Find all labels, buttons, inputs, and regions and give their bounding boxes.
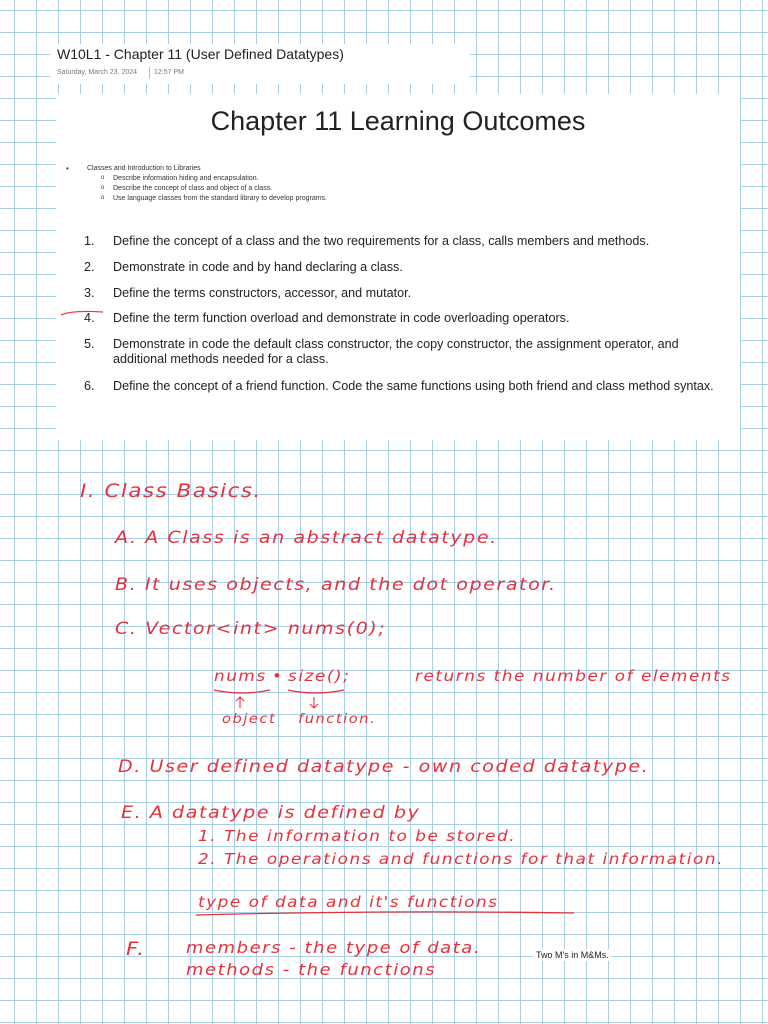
circle-bullet-icon: o xyxy=(101,185,105,191)
outcome-text: Demonstrate in code the default class constructor, the copy constructor, the assignment operator, and additional methods needed for a class. xyxy=(113,337,679,366)
outcome-number: 1. xyxy=(84,234,95,248)
outcome-number: 6. xyxy=(84,379,95,393)
subtopic-text: Describe information hiding and encapsulation. xyxy=(113,175,259,182)
hw-point-e: E. A datatype is defined by xyxy=(121,803,421,823)
hw-returns: returns the number of elements xyxy=(415,667,732,685)
outcome-number: 3. xyxy=(84,286,95,300)
topic-text: Classes and Introduction to Libraries xyxy=(87,165,201,172)
hw-members: members - the type of data. xyxy=(186,938,482,957)
note-time: 12:57 PM xyxy=(154,69,184,76)
hw-point-e1: 1. The information to be stored. xyxy=(198,827,517,845)
outcome-number: 4. xyxy=(84,311,95,325)
circle-bullet-icon: o xyxy=(101,195,105,201)
hw-function-label: function. xyxy=(298,712,377,727)
hw-summary: type of data and it's functions xyxy=(198,893,499,911)
outcome-text: Define the concept of a friend function. Code the same functions using both friend and class method syntax. xyxy=(113,379,714,393)
hw-point-e2: 2. The operations and functions for that information. xyxy=(198,850,724,868)
outcome-number: 2. xyxy=(84,260,95,274)
hw-heading: I. Class Basics. xyxy=(80,480,262,502)
outcome-text: Define the term function overload and demonstrate in code overloading operators. xyxy=(113,311,570,325)
hw-dot: • xyxy=(272,667,284,685)
subtopic-text: Use language classes from the standard library to develop programs. xyxy=(113,195,327,202)
note-date: Saturday, March 23, 2024 xyxy=(57,69,138,76)
circle-bullet-icon: o xyxy=(101,175,105,181)
bullet-icon: • xyxy=(66,164,69,173)
hw-size: size(); xyxy=(288,667,351,685)
outcome-text: Demonstrate in code and by hand declaring a class. xyxy=(113,260,403,274)
hw-point-f: F. xyxy=(126,938,146,960)
hw-point-a: A. A Class is an abstract datatype. xyxy=(115,528,498,548)
outcome-text: Define the concept of a class and the two requirements for a class, calls members and methods. xyxy=(113,234,650,248)
hw-point-b: B. It uses objects, and the dot operator. xyxy=(115,575,557,595)
slide-title: Chapter 11 Learning Outcomes xyxy=(210,106,586,136)
subtopic-text: Describe the concept of class and object of a class. xyxy=(113,185,273,192)
hw-point-d: D. User defined datatype - own coded datatype. xyxy=(118,757,650,777)
hw-methods: methods - the functions xyxy=(186,960,437,979)
caption-text: Two M's in M&Ms. xyxy=(536,950,609,960)
note-title: W10L1 - Chapter 11 (User Defined Datatypes) xyxy=(57,46,344,62)
hw-nums: nums xyxy=(214,667,267,685)
hw-object-label: object xyxy=(222,712,277,727)
outcome-number: 5. xyxy=(84,337,95,351)
outcome-text: Define the terms constructors, accessor, and mutator. xyxy=(113,286,412,300)
hw-point-c: C. Vector<int> nums(0); xyxy=(115,619,387,639)
